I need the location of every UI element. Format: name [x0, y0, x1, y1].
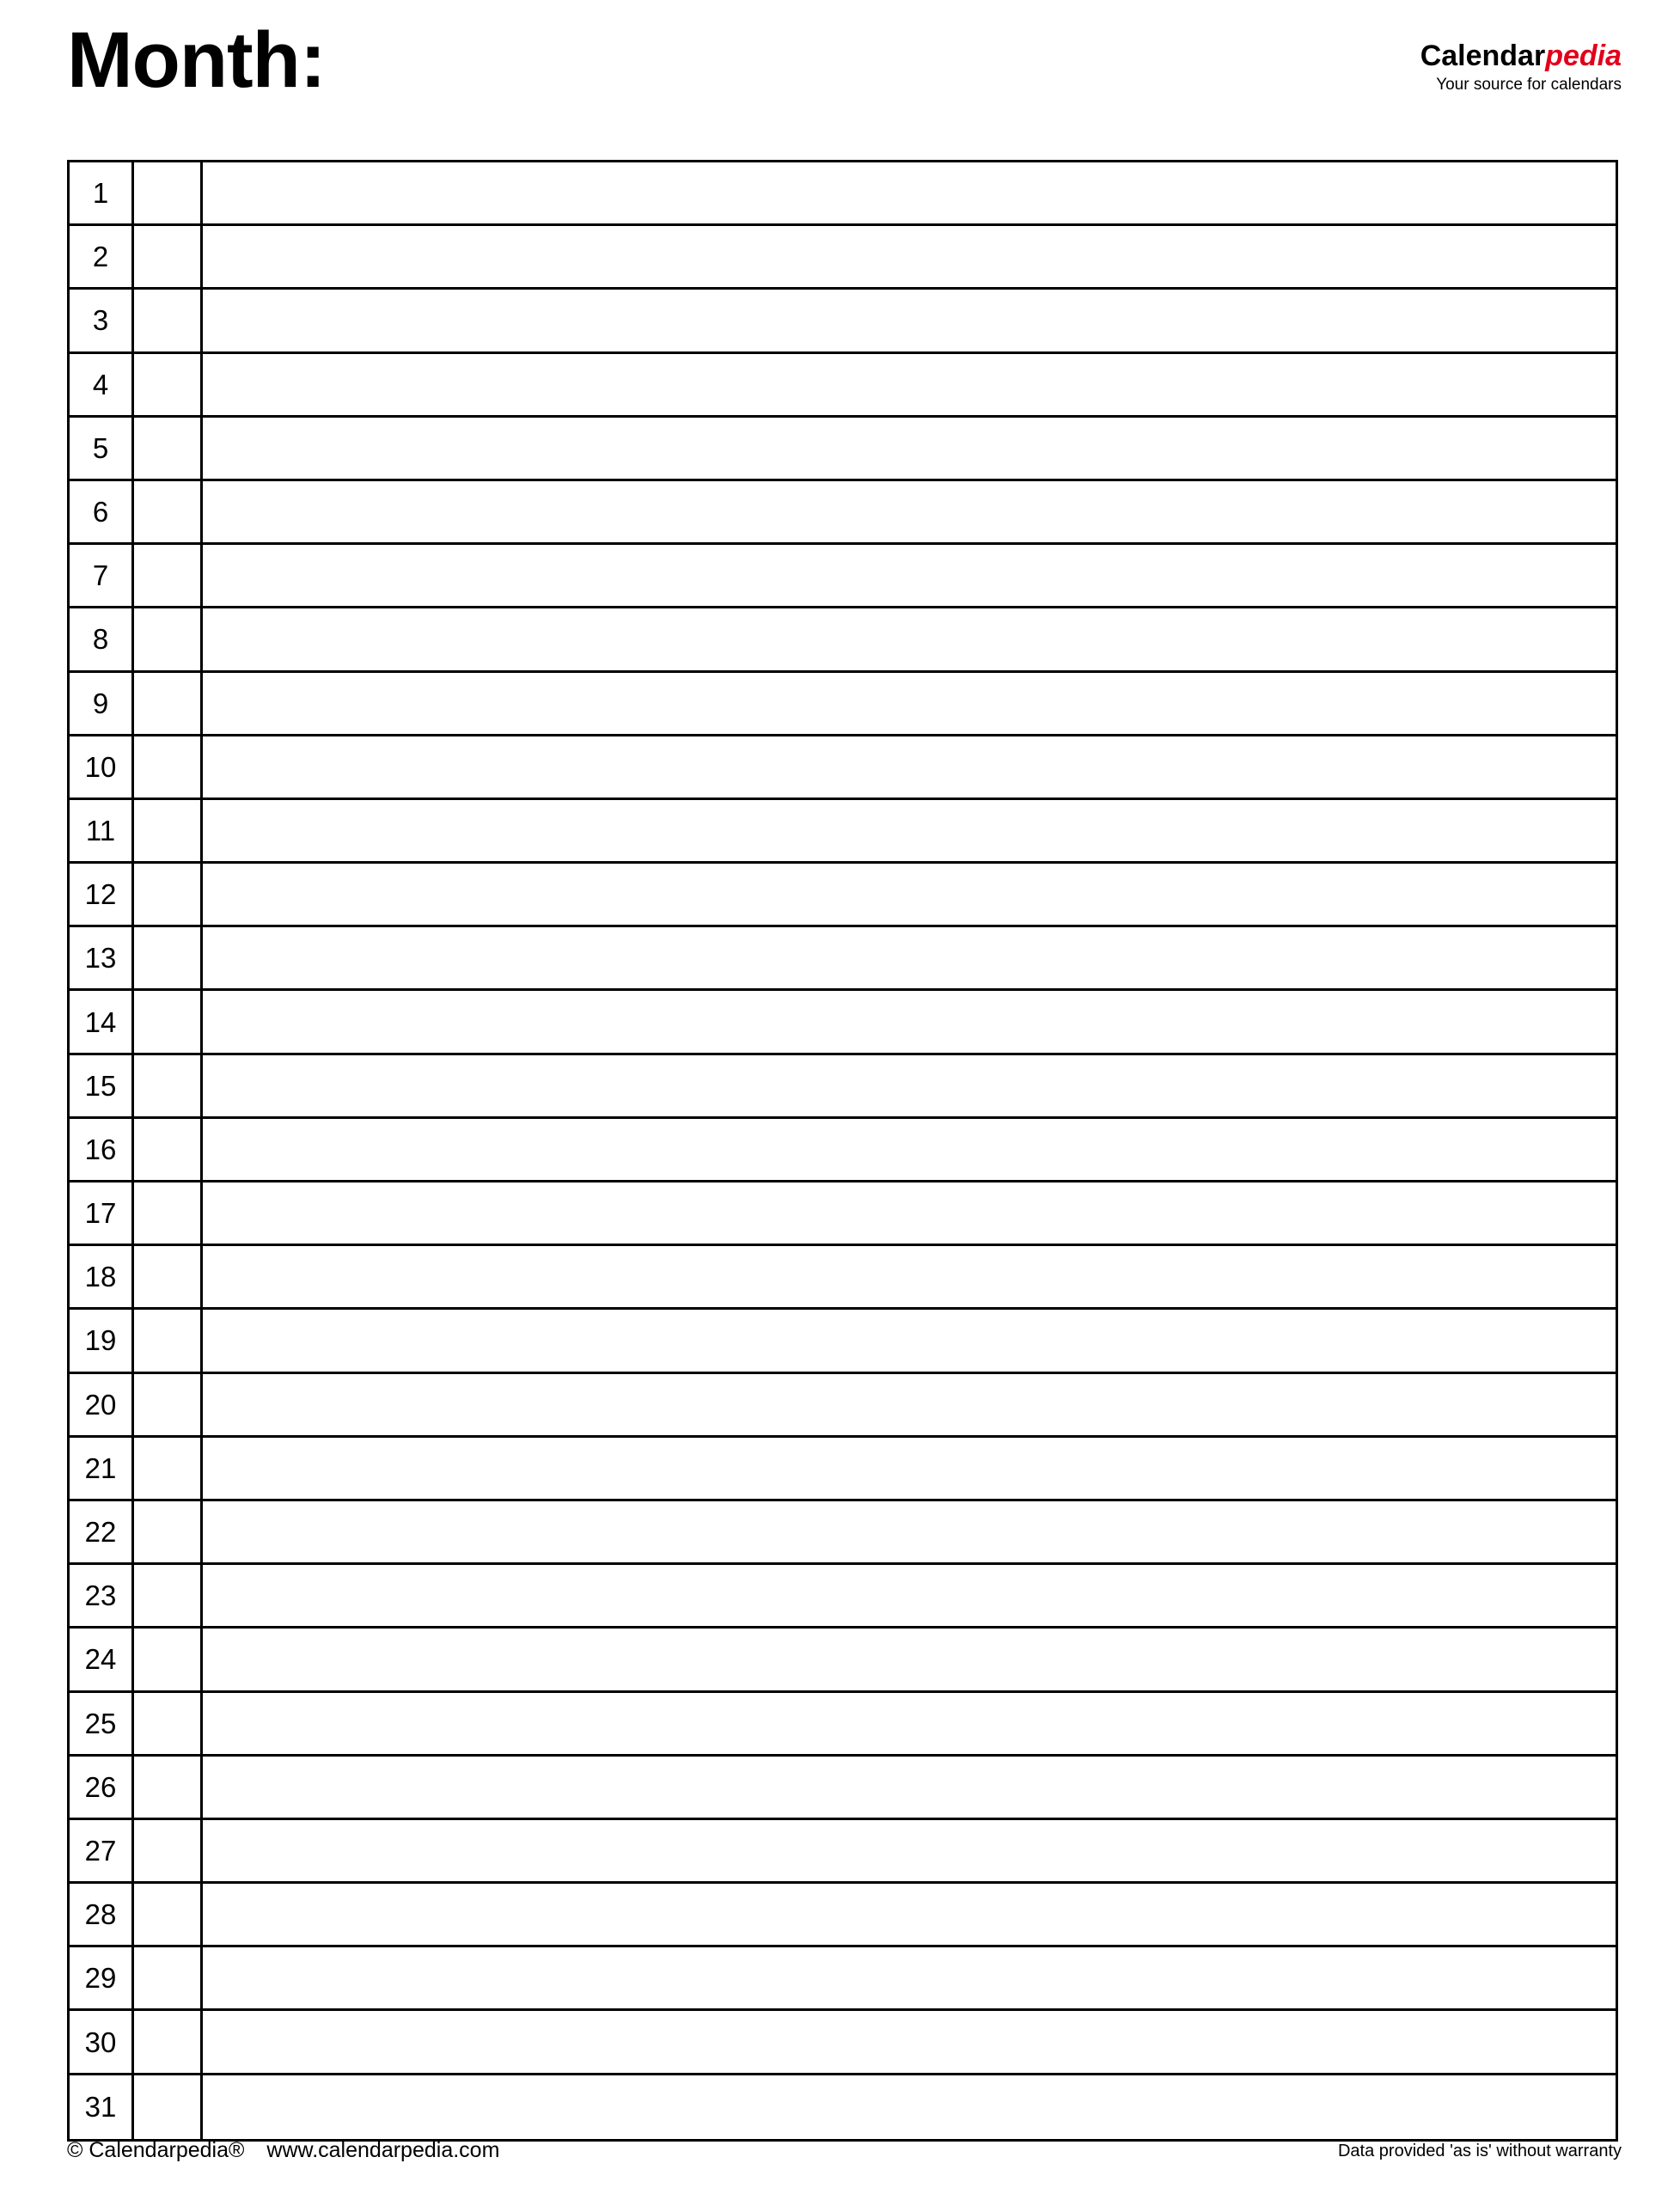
day-number: 17 — [70, 1182, 134, 1244]
day-number: 8 — [70, 608, 134, 669]
day-marker-field[interactable] — [134, 1757, 203, 1818]
day-marker-field[interactable] — [134, 736, 203, 798]
page-header — [0, 0, 1680, 146]
day-marker-field[interactable] — [134, 673, 203, 734]
footer-disclaimer: Data provided 'as is' without warranty — [1337, 2142, 1622, 2160]
table-row — [70, 864, 1616, 927]
day-notes-field[interactable] — [203, 226, 1616, 287]
table-row — [70, 1310, 1616, 1373]
day-marker-field[interactable] — [134, 800, 203, 861]
table-row — [70, 608, 1616, 672]
table-row — [70, 1055, 1616, 1119]
day-notes-field[interactable] — [203, 1119, 1616, 1180]
day-number: 21 — [70, 1438, 134, 1499]
day-notes-field[interactable] — [203, 354, 1616, 415]
day-number: 12 — [70, 864, 134, 925]
day-notes-field[interactable] — [203, 1820, 1616, 1881]
day-marker-field[interactable] — [134, 1246, 203, 1307]
day-notes-field[interactable] — [203, 1947, 1616, 2008]
day-marker-field[interactable] — [134, 608, 203, 669]
day-marker-field[interactable] — [134, 1374, 203, 1435]
day-marker-field[interactable] — [134, 1501, 203, 1562]
brand-name-part2: pedia — [1545, 40, 1622, 72]
day-number: 9 — [70, 673, 134, 734]
day-notes-field[interactable] — [203, 1310, 1616, 1371]
day-notes-field[interactable] — [203, 1884, 1616, 1945]
table-row — [70, 1182, 1616, 1246]
day-number: 5 — [70, 418, 134, 479]
day-notes-field[interactable] — [203, 927, 1616, 988]
day-number: 14 — [70, 991, 134, 1052]
day-notes-field[interactable] — [203, 481, 1616, 542]
day-notes-field[interactable] — [203, 864, 1616, 925]
day-marker-field[interactable] — [134, 2075, 203, 2139]
table-row — [70, 481, 1616, 545]
page-footer — [67, 2138, 1622, 2172]
day-number: 19 — [70, 1310, 134, 1371]
day-number: 24 — [70, 1629, 134, 1690]
table-row — [70, 1246, 1616, 1310]
day-number: 27 — [70, 1820, 134, 1881]
day-marker-field[interactable] — [134, 545, 203, 606]
table-row — [70, 736, 1616, 800]
brand-tagline: Your source for calendars — [1436, 76, 1622, 94]
day-number: 28 — [70, 1884, 134, 1945]
day-number: 30 — [70, 2011, 134, 2072]
day-number: 4 — [70, 354, 134, 415]
day-marker-field[interactable] — [134, 864, 203, 925]
table-row — [70, 1374, 1616, 1438]
day-notes-field[interactable] — [203, 1757, 1616, 1818]
table-row — [70, 2075, 1616, 2139]
day-marker-field[interactable] — [134, 2011, 203, 2072]
day-marker-field[interactable] — [134, 226, 203, 287]
day-notes-field[interactable] — [203, 991, 1616, 1052]
table-row — [70, 545, 1616, 608]
day-rows-table — [67, 160, 1618, 2142]
day-notes-field[interactable] — [203, 1374, 1616, 1435]
day-number: 15 — [70, 1055, 134, 1116]
day-marker-field[interactable] — [134, 927, 203, 988]
day-number: 1 — [70, 162, 134, 223]
day-marker-field[interactable] — [134, 1182, 203, 1244]
table-row — [70, 226, 1616, 290]
day-number: 7 — [70, 545, 134, 606]
day-number: 10 — [70, 736, 134, 798]
table-row — [70, 927, 1616, 991]
table-row — [70, 1820, 1616, 1884]
brand-logo — [1420, 41, 1622, 93]
day-notes-field[interactable] — [203, 1438, 1616, 1499]
day-marker-field[interactable] — [134, 1438, 203, 1499]
day-number: 16 — [70, 1119, 134, 1180]
footer-credit — [67, 2138, 499, 2163]
day-notes-field[interactable] — [203, 162, 1616, 223]
table-row — [70, 1119, 1616, 1182]
day-notes-field[interactable] — [203, 545, 1616, 606]
day-number: 23 — [70, 1565, 134, 1626]
table-row — [70, 991, 1616, 1054]
day-number: 13 — [70, 927, 134, 988]
day-marker-field[interactable] — [134, 1820, 203, 1881]
table-row — [70, 800, 1616, 864]
table-row — [70, 1565, 1616, 1629]
table-row — [70, 290, 1616, 353]
footer-copyright: © Calendarpedia® — [67, 2138, 245, 2162]
day-marker-field[interactable] — [134, 354, 203, 415]
table-row — [70, 1629, 1616, 1692]
day-notes-field[interactable] — [203, 2075, 1616, 2139]
day-notes-field[interactable] — [203, 1501, 1616, 1562]
day-number: 29 — [70, 1947, 134, 2008]
day-notes-field[interactable] — [203, 736, 1616, 798]
day-marker-field[interactable] — [134, 1055, 203, 1116]
day-notes-field[interactable] — [203, 673, 1616, 734]
page-title: Month: — [67, 16, 326, 104]
day-notes-field[interactable] — [203, 1629, 1616, 1690]
day-notes-field[interactable] — [203, 290, 1616, 351]
day-marker-field[interactable] — [134, 162, 203, 223]
day-marker-field[interactable] — [134, 1310, 203, 1371]
day-marker-field[interactable] — [134, 1565, 203, 1626]
day-notes-field[interactable] — [203, 1182, 1616, 1244]
day-marker-field[interactable] — [134, 1119, 203, 1180]
table-row — [70, 1438, 1616, 1501]
day-number: 26 — [70, 1757, 134, 1818]
table-row — [70, 1501, 1616, 1565]
day-number: 22 — [70, 1501, 134, 1562]
day-number: 2 — [70, 226, 134, 287]
table-row — [70, 2011, 1616, 2075]
table-row — [70, 418, 1616, 481]
table-row — [70, 1757, 1616, 1820]
table-row — [70, 354, 1616, 418]
day-marker-field[interactable] — [134, 418, 203, 479]
table-row — [70, 1884, 1616, 1947]
footer-website[interactable]: www.calendarpedia.com — [266, 2138, 500, 2162]
day-number: 31 — [70, 2075, 134, 2139]
day-number: 25 — [70, 1693, 134, 1754]
table-row — [70, 162, 1616, 226]
day-notes-field[interactable] — [203, 1055, 1616, 1116]
day-marker-field[interactable] — [134, 991, 203, 1052]
day-number: 3 — [70, 290, 134, 351]
day-marker-field[interactable] — [134, 1884, 203, 1945]
day-marker-field[interactable] — [134, 290, 203, 351]
brand-name-part1: Calendar — [1420, 40, 1546, 72]
day-marker-field[interactable] — [134, 1947, 203, 2008]
day-marker-field[interactable] — [134, 1629, 203, 1690]
brand-name — [1420, 41, 1622, 70]
day-notes-field[interactable] — [203, 608, 1616, 669]
table-row — [70, 1693, 1616, 1757]
day-marker-field[interactable] — [134, 481, 203, 542]
table-row — [70, 1947, 1616, 2011]
day-number: 6 — [70, 481, 134, 542]
day-number: 20 — [70, 1374, 134, 1435]
day-notes-field[interactable] — [203, 418, 1616, 479]
day-marker-field[interactable] — [134, 1693, 203, 1754]
day-notes-field[interactable] — [203, 1565, 1616, 1626]
day-notes-field[interactable] — [203, 1693, 1616, 1754]
day-number: 11 — [70, 800, 134, 861]
day-notes-field[interactable] — [203, 800, 1616, 861]
table-row — [70, 673, 1616, 736]
day-number: 18 — [70, 1246, 134, 1307]
day-notes-field[interactable] — [203, 2011, 1616, 2072]
day-notes-field[interactable] — [203, 1246, 1616, 1307]
